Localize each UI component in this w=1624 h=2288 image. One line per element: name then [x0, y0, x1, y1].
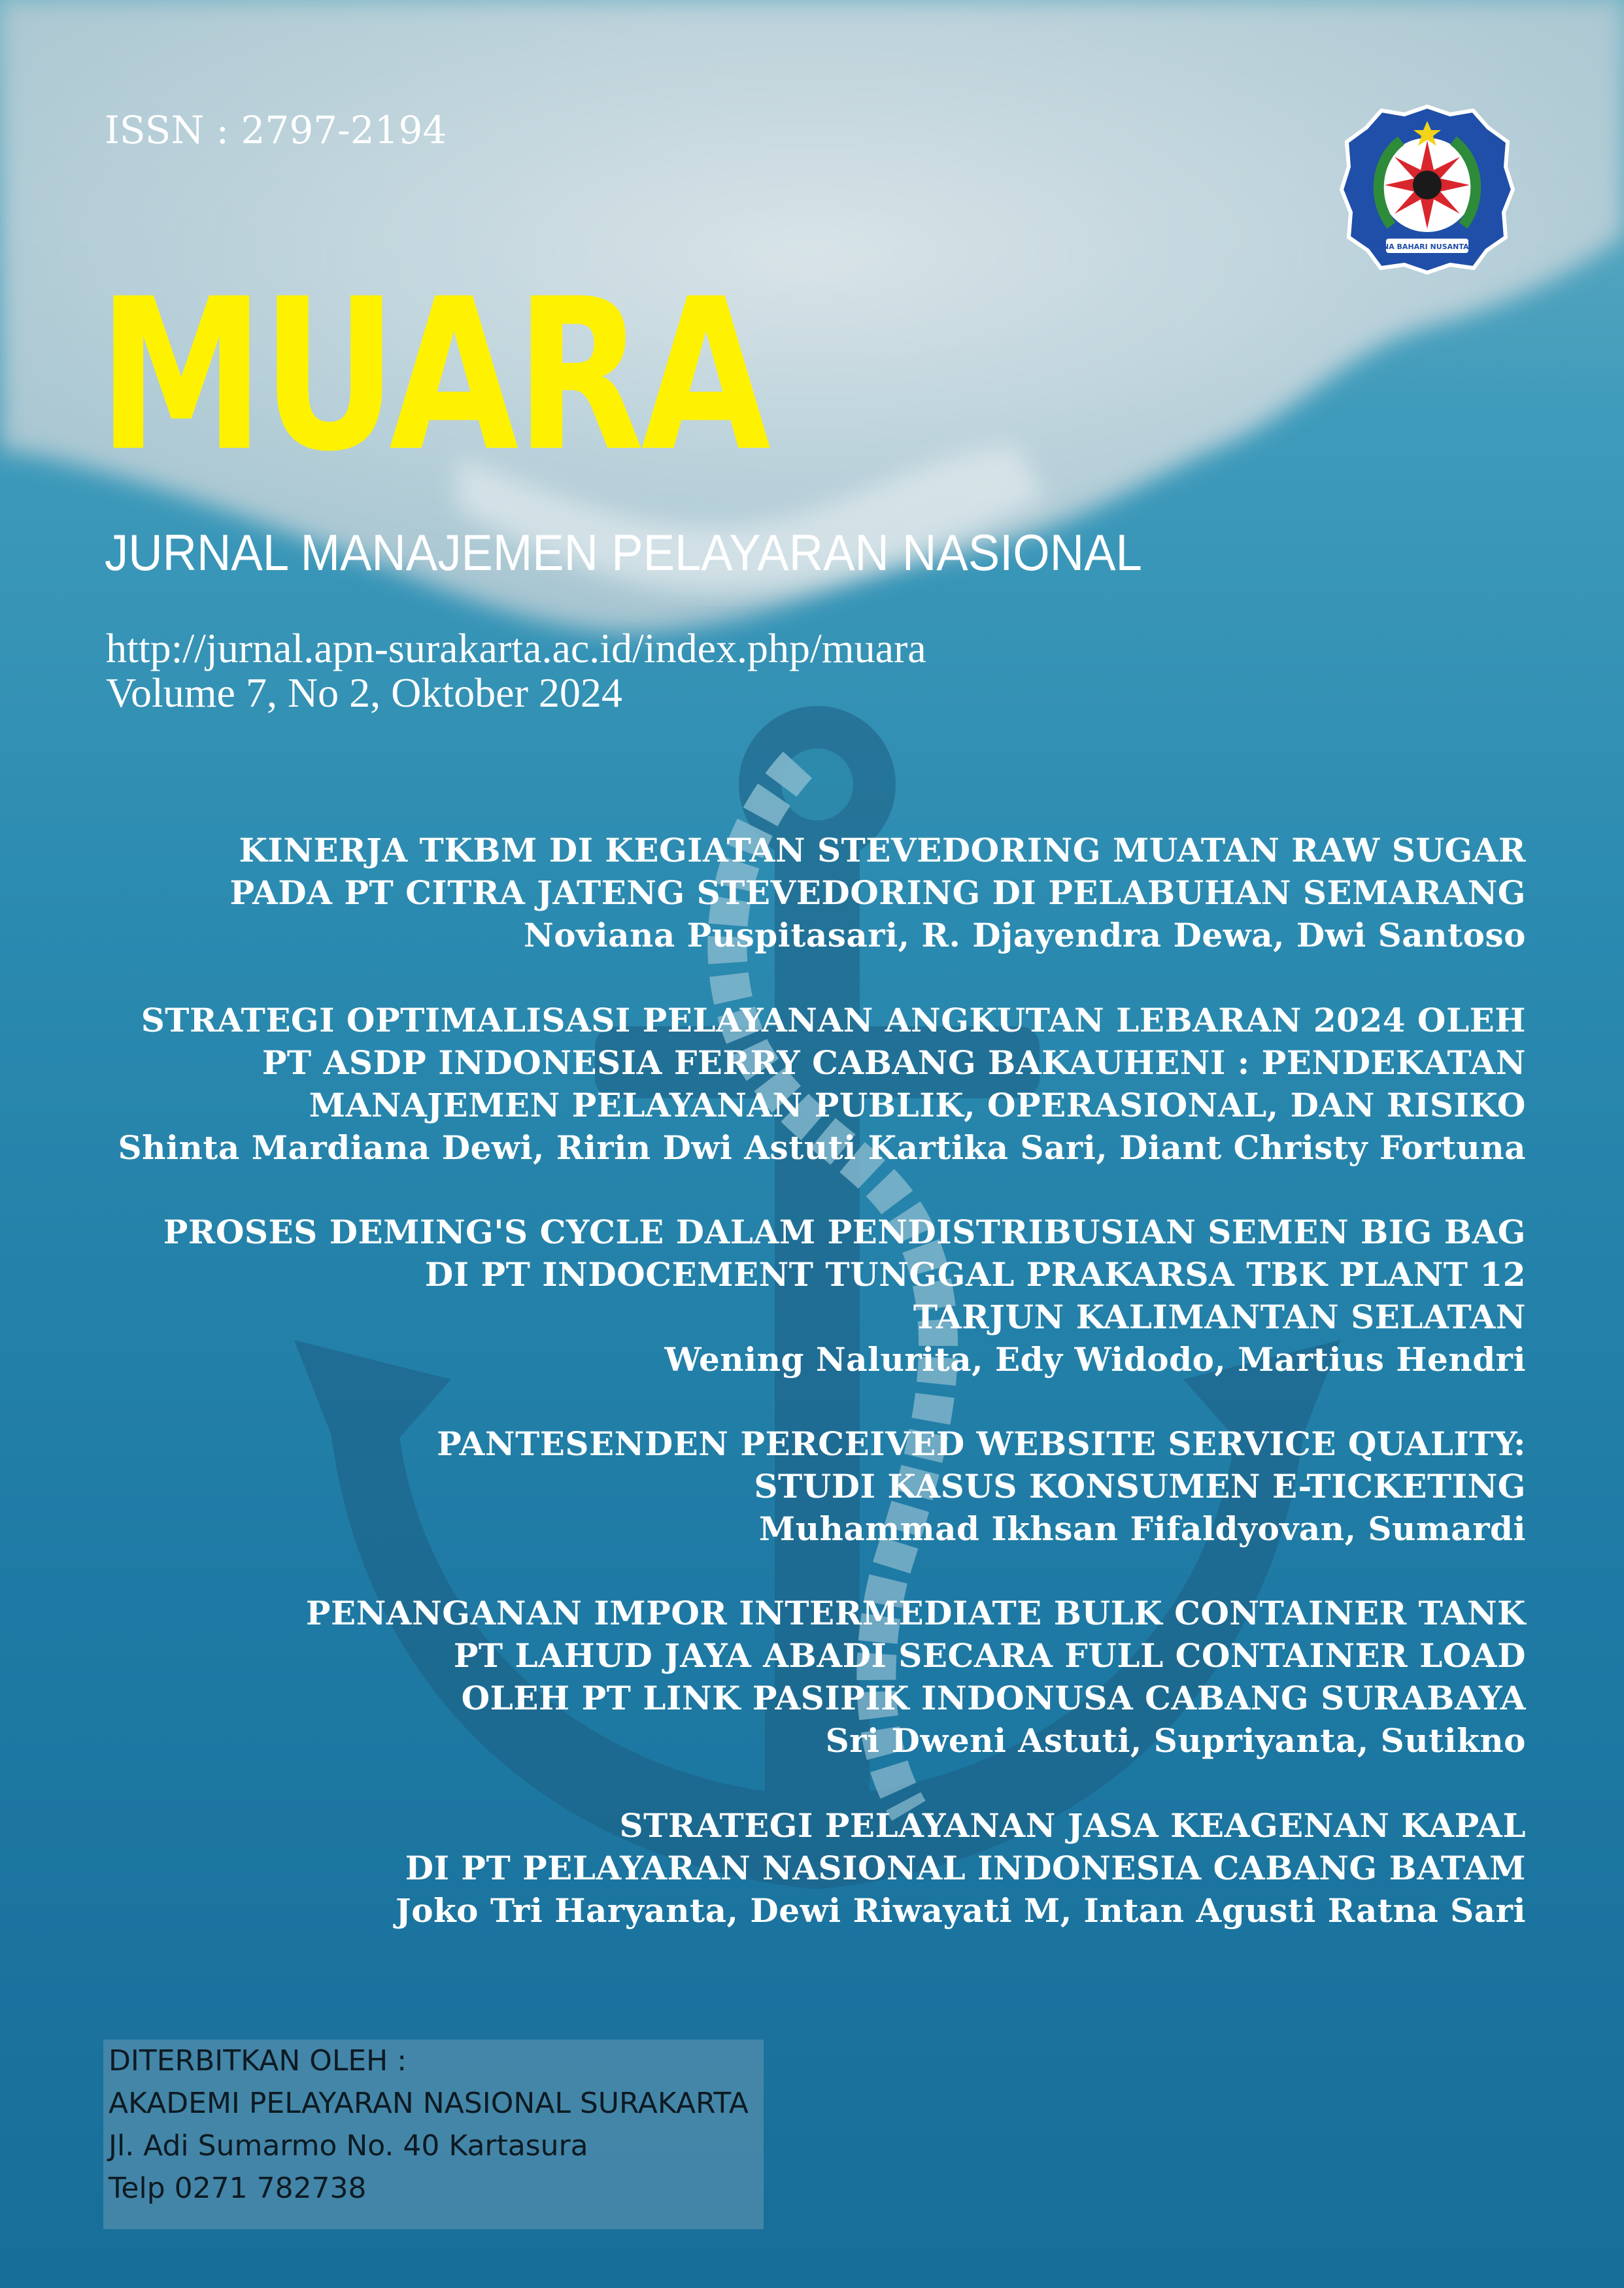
logo-motto-text: BINA BAHARI NUSANTARA — [1374, 243, 1480, 251]
publisher-heading: DITERBITKAN OLEH : — [109, 2044, 407, 2078]
article-authors: Muhammad Ikhsan Fifaldyovan, Sumardi — [758, 1509, 1526, 1548]
publisher-panel — [103, 2040, 764, 2229]
article-title-line: DI PT INDOCEMENT TUNGGAL PRAKARSA TBK PLANT 12 — [424, 1255, 1526, 1294]
issn-number: ISSN : 2797-2194 — [105, 108, 447, 152]
article-entry — [55, 1804, 1526, 1932]
journal-volume: Volume 7, No 2, Oktober 2024 — [106, 669, 622, 716]
article-title-line: STRATEGI OPTIMALISASI PELAYANAN ANGKUTAN LEBARAN 2024 OLEH — [141, 1001, 1526, 1039]
article-title-line: PENANGANAN IMPOR INTERMEDIATE BULK CONTAINER TANK — [305, 1594, 1526, 1632]
article-entry — [55, 829, 1526, 956]
article-entry — [55, 1211, 1526, 1381]
article-title-line: PADA PT CITRA JATENG STEVEDORING DI PELABUHAN SEMARANG — [229, 873, 1526, 912]
article-title-line: DI PT PELAYARAN NASIONAL INDONESIA CABANG BATAM — [405, 1849, 1526, 1887]
article-authors: Joko Tri Haryanta, Dewi Riwayati M, Intan Agusti Ratna Sari — [396, 1891, 1526, 1930]
publisher-name: AKADEMI PELAYARAN NASIONAL SURAKARTA — [109, 2087, 749, 2120]
article-entry — [55, 999, 1526, 1169]
article-entry — [55, 1592, 1526, 1762]
article-title-line: PT LAHUD JAYA ABADI SECARA FULL CONTAINER LOAD — [453, 1636, 1526, 1675]
article-authors: Sri Dweni Astuti, Supriyanta, Sutikno — [825, 1721, 1526, 1760]
article-authors: Noviana Puspitasari, R. Djayendra Dewa, Dwi Santoso — [524, 916, 1526, 954]
article-title-line: PROSES DEMING'S CYCLE DALAM PENDISTRIBUSIAN SEMEN BIG BAG — [163, 1213, 1526, 1251]
publisher-address: Jl. Adi Sumarmo No. 40 Kartasura — [109, 2129, 588, 2162]
journal-subtitle: JURNAL MANAJEMEN PELAYARAN NASIONAL — [105, 524, 1142, 581]
article-title-line: STRATEGI PELAYANAN JASA KEAGENAN KAPAL — [619, 1806, 1526, 1845]
publisher-phone: Telp 0271 782738 — [109, 2172, 367, 2205]
article-title-line: PANTESENDEN PERCEIVED WEBSITE SERVICE QUALITY: — [437, 1424, 1526, 1463]
journal-url: http://jurnal.apn-surakarta.ac.id/index.php/muara — [106, 625, 926, 671]
article-authors: Wening Nalurita, Edy Widodo, Martius Hendri — [664, 1340, 1526, 1379]
academy-logo-emblem — [1339, 101, 1515, 278]
article-entry — [55, 1422, 1526, 1550]
article-authors: Shinta Mardiana Dewi, Ririn Dwi Astuti Kartika Sari, Diant Christy Fortuna — [118, 1128, 1526, 1167]
article-title-line: STUDI KASUS KONSUMEN E-TICKETING — [754, 1467, 1526, 1506]
article-title-line: KINERJA TKBM DI KEGIATAN STEVEDORING MUATAN RAW SUGAR — [239, 831, 1526, 869]
article-title-line: PT ASDP INDONESIA FERRY CABANG BAKAUHENI : PENDEKATAN — [262, 1043, 1526, 1082]
article-title-line: TARJUN KALIMANTAN SELATAN — [913, 1298, 1526, 1336]
journal-title: MUARA — [98, 254, 768, 497]
article-title-line: OLEH PT LINK PASIPIK INDONUSA CABANG SURABAYA — [461, 1679, 1526, 1717]
article-title-line: MANAJEMEN PELAYANAN PUBLIK, OPERASIONAL, DAN RISIKO — [309, 1086, 1526, 1124]
